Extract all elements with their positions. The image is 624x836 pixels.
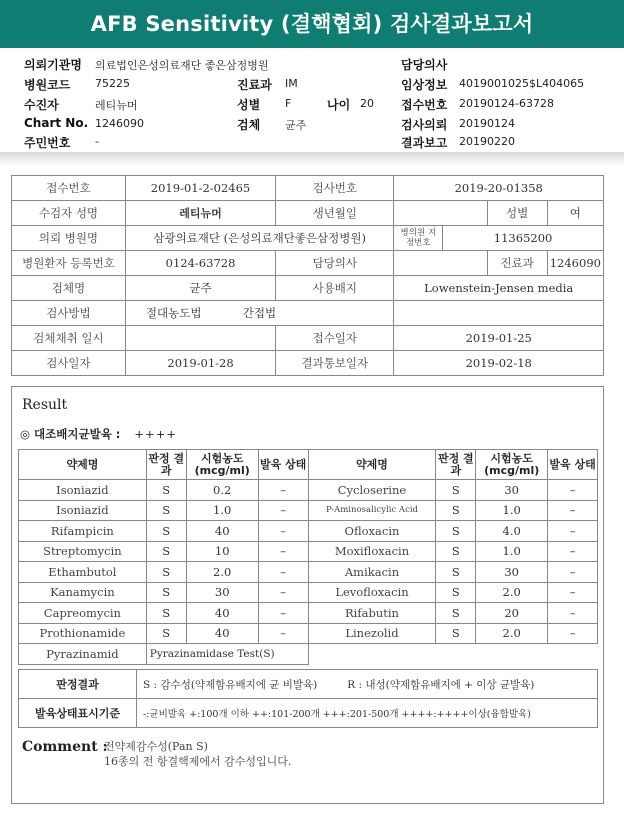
drug-name: Linezolid xyxy=(308,623,436,644)
header-judgement: 판정 결과 xyxy=(436,450,476,480)
pza-drug-name: Pyrazinamid xyxy=(19,644,147,665)
method-label: 검사방법 xyxy=(12,301,126,326)
judgement: S xyxy=(146,521,186,542)
concentration: 30 xyxy=(186,582,258,603)
growth: – xyxy=(548,541,598,562)
drug-name: Capreomycin xyxy=(19,603,147,624)
judgement: S xyxy=(146,541,186,562)
judgement: S xyxy=(146,603,186,624)
growth: – xyxy=(258,603,308,624)
drug-name: P-Aminosalicylic Acid xyxy=(308,500,436,521)
header-judgement: 판정 결과 xyxy=(146,450,186,480)
form-doctor-label: 담당의사 xyxy=(276,251,394,276)
notify-date-value: 2019-02-18 xyxy=(394,351,604,376)
judgement: S xyxy=(436,603,476,624)
medium-value: Lowenstein-Jensen media xyxy=(394,276,604,301)
report-date-value: 20190220 xyxy=(459,135,515,148)
method-value xyxy=(125,301,394,326)
judgement: S xyxy=(146,562,186,583)
judgement: S xyxy=(146,623,186,644)
collect-date-label: 검체채취 일시 xyxy=(12,326,126,351)
rrn-value: - xyxy=(95,135,99,148)
growth: – xyxy=(548,500,598,521)
judgement: S xyxy=(436,480,476,501)
comment-text xyxy=(104,739,291,769)
age-label: 나이 xyxy=(327,98,351,112)
judgement-legend-value xyxy=(137,670,598,699)
sex-label: 성별 xyxy=(237,98,261,112)
comment-line-2: 16종의 전 항결핵제에서 감수성입니다. xyxy=(104,755,292,768)
drug-name: Ofloxacin xyxy=(308,521,436,542)
growth: – xyxy=(548,521,598,542)
drug-name: Amikacin xyxy=(308,562,436,583)
header-drug: 약제명 xyxy=(308,450,436,480)
header-growth: 발육 상태 xyxy=(258,450,308,480)
patient-label: 수진자 xyxy=(24,98,59,112)
concentration: 40 xyxy=(186,521,258,542)
doctor-label: 담당의사 xyxy=(401,58,448,72)
concentration: 2.0 xyxy=(476,582,548,603)
growth: – xyxy=(548,582,598,603)
specimen-form-table xyxy=(11,175,604,376)
request-date-value: 20190124 xyxy=(459,117,515,130)
growth: – xyxy=(548,480,598,501)
drug-name: Isoniazid xyxy=(19,480,147,501)
judgement: S xyxy=(436,541,476,562)
concentration: 1.0 xyxy=(476,500,548,521)
collect-date-value xyxy=(125,326,275,351)
receive-date-label: 접수일자 xyxy=(276,326,394,351)
judgement: S xyxy=(436,582,476,603)
medium-label: 사용배지 xyxy=(276,276,394,301)
drug-name: Kanamycin xyxy=(19,582,147,603)
hospital-code-value: 75225 xyxy=(95,77,130,90)
request-date-label: 검사의뢰 xyxy=(401,118,448,132)
growth: – xyxy=(258,480,308,501)
test-date-value: 2019-01-28 xyxy=(125,351,275,376)
gender-label: 성별 xyxy=(487,201,547,226)
control-growth-label: ◎ 대조배지균발육 : xyxy=(20,427,121,441)
dept-label: 진료과 xyxy=(237,78,272,92)
comment-label: Comment : xyxy=(22,739,108,755)
gender-value: 여 xyxy=(547,201,603,226)
concentration: 20 xyxy=(476,603,548,624)
judgement-legend-label: 판정결과 xyxy=(19,670,137,699)
method-indirect: 간접법 xyxy=(242,306,277,320)
concentration: 4.0 xyxy=(476,521,548,542)
rrn-label: 주민번호 xyxy=(24,136,71,150)
pza-test-result: Pyrazinamidase Test(S) xyxy=(146,644,308,665)
growth: – xyxy=(548,623,598,644)
header-concentration: 시험농도 (mcg/ml) xyxy=(186,450,258,480)
receipt-no-value: 2019-01-2-02465 xyxy=(125,176,275,201)
legend-table xyxy=(18,669,598,728)
accession-value: 20190124-63728 xyxy=(459,97,554,110)
birth-value xyxy=(394,201,487,226)
judgement: S xyxy=(436,521,476,542)
control-growth xyxy=(20,426,177,442)
receipt-no-label: 접수번호 xyxy=(12,176,126,201)
concentration: 40 xyxy=(186,623,258,644)
table-row xyxy=(19,562,598,583)
patient-reg-label: 병원환자 등록번호 xyxy=(12,251,126,276)
growth-legend-value: -:균비발육 +:100개 이하 ++:101-200개 +++:201-500개 ++++:++++이상(융합발육) xyxy=(137,699,598,728)
drug-name: Rifabutin xyxy=(308,603,436,624)
growth: – xyxy=(548,562,598,583)
report-date-label: 결과보고 xyxy=(401,136,448,150)
concentration: 30 xyxy=(476,562,548,583)
result-title: Result xyxy=(22,397,68,413)
method-blank xyxy=(394,301,604,326)
specimen-label: 검체 xyxy=(237,118,261,132)
judgement: S xyxy=(436,562,476,583)
concentration: 30 xyxy=(476,480,548,501)
header-drug: 약제명 xyxy=(19,450,147,480)
institution-label: 의뢰기관명 xyxy=(24,58,82,72)
method-absolute: 절대농도법 xyxy=(145,306,202,320)
judgement: S xyxy=(146,582,186,603)
concentration: 40 xyxy=(186,603,258,624)
judgement-legend-r: R : 내성(약제함유배지에 + 이상 균발육) xyxy=(347,678,535,691)
scanned-report xyxy=(0,166,624,836)
patient-value: 레티뉴머 xyxy=(95,99,138,112)
concentration: 0.2 xyxy=(186,480,258,501)
drug-name: Rifampicin xyxy=(19,521,147,542)
institution-value: 의료법인은성의료재단 좋은삼정병원 xyxy=(95,59,269,72)
growth-legend-label: 발육상태표시기준 xyxy=(19,699,137,728)
header-concentration: 시험농도 (mcg/ml) xyxy=(476,450,548,480)
subject-name-value: 레티뉴머 xyxy=(125,201,275,226)
clinical-info-value: 4019001025$L404065 xyxy=(459,77,585,90)
hospital-name-value: 삼광의료재단 (은성의료재단좋은삼정병원) xyxy=(125,226,394,251)
header-growth: 발육 상태 xyxy=(548,450,598,480)
table-row xyxy=(19,623,598,644)
drug-name: Ethambutol xyxy=(19,562,147,583)
drug-name: Prothionamide xyxy=(19,623,147,644)
concentration: 1.0 xyxy=(476,541,548,562)
result-section xyxy=(11,386,604,804)
judgement: S xyxy=(146,500,186,521)
clinical-info-label: 임상정보 xyxy=(401,78,448,92)
age-value: 20 xyxy=(360,97,374,110)
patient-info-block xyxy=(0,50,624,154)
specimen-value: 균주 xyxy=(285,119,307,132)
drug-name: Isoniazid xyxy=(19,500,147,521)
growth: – xyxy=(258,562,308,583)
test-no-value: 2019-20-01358 xyxy=(394,176,604,201)
hospital-code-label: 병원코드 xyxy=(24,78,71,92)
judgement: S xyxy=(436,500,476,521)
form-doctor-value xyxy=(394,251,487,276)
accession-label: 접수번호 xyxy=(401,98,448,112)
table-row xyxy=(19,500,598,521)
drug-name: Cycloserine xyxy=(308,480,436,501)
dept-value: IM xyxy=(285,77,298,90)
notify-date-label: 결과통보일자 xyxy=(276,351,394,376)
form-dept-value: 1246090 xyxy=(547,251,603,276)
growth: – xyxy=(258,541,308,562)
patient-reg-value: 0124-63728 xyxy=(125,251,275,276)
sex-value: F xyxy=(285,97,292,110)
hospital-id-value: 11365200 xyxy=(443,226,604,251)
receive-date-value: 2019-01-25 xyxy=(394,326,604,351)
concentration: 1.0 xyxy=(186,500,258,521)
judgement-legend-s: S : 감수성(약제함유배지에 균 비발육) xyxy=(143,678,318,691)
drug-name: Streptomycin xyxy=(19,541,147,562)
growth: – xyxy=(258,521,308,542)
concentration: 2.0 xyxy=(186,562,258,583)
growth: – xyxy=(258,500,308,521)
hospital-id-label: 병의원 지정번호 xyxy=(394,226,443,251)
test-no-label: 검사번호 xyxy=(276,176,394,201)
growth: – xyxy=(258,623,308,644)
concentration: 10 xyxy=(186,541,258,562)
birth-label: 생년월일 xyxy=(276,201,394,226)
specimen-name-label: 검체명 xyxy=(12,276,126,301)
hospital-name-label: 의뢰 병원명 xyxy=(12,226,126,251)
chart-no-value: 1246090 xyxy=(95,117,144,130)
table-row xyxy=(19,480,598,501)
pza-blank xyxy=(308,644,597,665)
form-dept-label: 진료과 xyxy=(487,251,547,276)
judgement: S xyxy=(146,480,186,501)
judgement: S xyxy=(436,623,476,644)
subject-name-label: 수검자 성명 xyxy=(12,201,126,226)
susceptibility-table xyxy=(18,449,598,665)
growth: – xyxy=(548,603,598,624)
chart-no-label: Chart No. xyxy=(24,116,89,130)
test-date-label: 검사일자 xyxy=(12,351,126,376)
comment-line-1: 전약제감수성(Pan S) xyxy=(104,740,208,753)
concentration: 2.0 xyxy=(476,623,548,644)
drug-name: Moxifloxacin xyxy=(308,541,436,562)
pyrazinamide-row xyxy=(19,644,598,665)
table-row xyxy=(19,521,598,542)
drug-name: Levofloxacin xyxy=(308,582,436,603)
table-row xyxy=(19,582,598,603)
table-row xyxy=(19,603,598,624)
table-row xyxy=(19,541,598,562)
growth: – xyxy=(258,582,308,603)
control-growth-value: ++++ xyxy=(134,427,177,441)
report-title: AFB Sensitivity (결핵협회) 검사결과보고서 xyxy=(0,0,624,48)
specimen-name-value: 균주 xyxy=(125,276,275,301)
